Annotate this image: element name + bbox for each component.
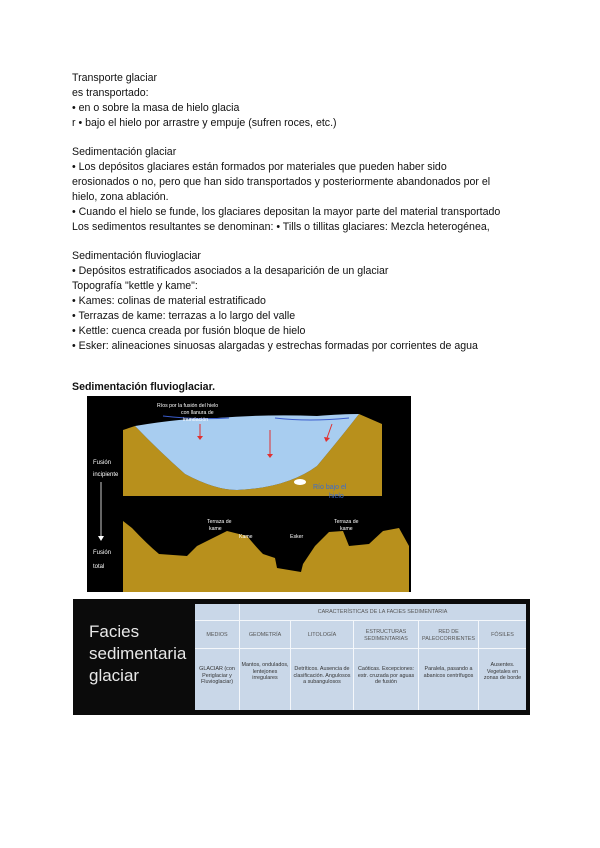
label-rios-3: inundación	[183, 417, 209, 423]
table-title: CARACTERÍSTICAS DE LA FACIES SEDIMENTARIA	[317, 609, 448, 615]
diagram-svg	[87, 396, 411, 592]
lower-valley-sediment	[123, 521, 409, 592]
facies-title-line: glaciar	[89, 666, 140, 685]
label-terraza-kame-right-1: Terraza de	[334, 519, 359, 525]
table-cell: Paralela, pasando a abanicos centrífugos	[423, 666, 474, 679]
table-cell: Caóticas. Excepciones: estr. cruzada por aguas de fusión	[357, 666, 415, 686]
heading-sedimentacion-glaciar: Sedimentación glaciar	[72, 146, 177, 158]
label-terraza-kame-left-1: Terraza de	[207, 519, 232, 525]
text-line: es transportado:	[72, 87, 149, 99]
label-fusion-incipiente-1: Fusión	[93, 460, 112, 466]
text-line: • Terrazas de kame: terrazas a lo largo del valle	[72, 310, 296, 322]
text-line: • Cuando el hielo se funde, los glaciares depositan la mayor parte del material transportado	[72, 206, 501, 218]
label-terraza-kame-right-2: kame	[340, 526, 353, 532]
facies-title	[89, 621, 186, 687]
text-line: • Depósitos estratificados asociados a la desaparición de un glaciar	[72, 265, 389, 277]
text-line: Topografía "kettle y kame":	[72, 280, 198, 292]
text-line: • Los depósitos glaciares están formados por materiales que pueden haber sido	[72, 161, 447, 173]
text-line: • en o sobre la masa de hielo glacia	[72, 102, 240, 114]
facies-title-line: Facies	[89, 622, 140, 641]
stage-arrow-head	[98, 536, 104, 541]
table-header: RED DE PALEOCORRIENTES	[422, 629, 475, 642]
label-rios-1: Ríos por la fusión del hielo	[157, 403, 219, 409]
table-header: GEOMETRÍA	[248, 632, 282, 638]
table-cell: Mantos, ondulados, lentejones irregulares	[241, 662, 289, 682]
label-fusion-total-1: Fusión	[93, 550, 112, 556]
heading-sedimentacion-fluvioglaciar: Sedimentación fluvioglaciar	[72, 250, 201, 262]
text-line: • Esker: alineaciones sinuosas alargadas y estrechas formadas por corrientes de agua	[72, 340, 478, 352]
table-header: MEDIOS	[206, 632, 228, 638]
facies-title-line: sedimentaria	[89, 644, 187, 663]
fluvioglacial-diagram	[87, 396, 411, 592]
label-fusion-total-2: total	[93, 564, 105, 570]
text-line: Los sedimentos resultantes se denominan: • Tills o tillitas glaciares: Mezcla heterogénea,	[72, 221, 490, 233]
text-line: erosionados o no, pero que han sido transportados y posteriormente abandonados por el	[72, 176, 491, 188]
text-line: r • bajo el hielo por arrastre y empuje (sufren roces, etc.)	[72, 117, 337, 129]
label-rio-bajo-hielo-1: Río bajo el	[313, 484, 347, 491]
table-header: FÓSILES	[491, 632, 514, 638]
text-line: • Kettle: cuenca creada por fusión bloque de hielo	[72, 325, 306, 337]
table-header: LITOLOGÍA	[307, 632, 337, 638]
label-fusion-incipiente-2: incipiente	[93, 472, 119, 478]
river-under-ice	[294, 479, 306, 485]
table-header: ESTRUCTURAS SEDIMENTARIAS	[364, 629, 408, 642]
label-esker: Esker	[290, 534, 304, 540]
label-kame: Kame	[239, 534, 253, 540]
text-line: hielo, zona ablación.	[72, 191, 169, 203]
table-cell: GLACIAR (con Periglaciar y Fluvioglaciar)	[199, 666, 235, 686]
text-line: • Kames: colinas de material estratificado	[72, 295, 266, 307]
label-terraza-kame-left-2: kame	[209, 526, 222, 532]
label-rios-2: con llanura de	[181, 410, 214, 416]
figure-heading: Sedimentación fluvioglaciar.	[72, 381, 216, 393]
facies-table	[195, 604, 526, 710]
table-cell: Detríticos. Ausencia de clasificación. Angulosos a subangulosos	[293, 666, 351, 686]
facies-slide	[73, 599, 530, 715]
label-rio-bajo-hielo-2: hielo	[329, 493, 344, 500]
table-cell: Ausentes. Vegetales en zonas de borde	[483, 662, 522, 682]
heading-transporte-glaciar: Transporte glaciar	[72, 72, 157, 84]
